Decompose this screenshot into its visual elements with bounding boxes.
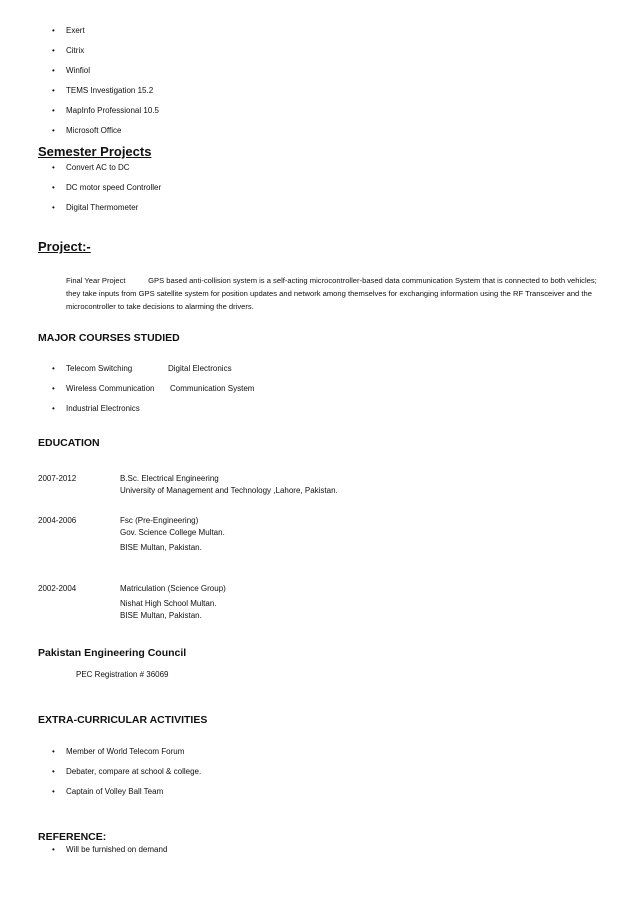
education-line: BISE Multan, Pakistan. (120, 611, 202, 620)
education-line: University of Management and Technology ,Lahore, Pakistan. (120, 486, 338, 495)
software-item: Winfiol (66, 66, 91, 75)
education-details (120, 473, 338, 497)
education-line: Fsc (Pre-Engineering) (120, 516, 199, 525)
education-line: Gov. Science College Multan. (120, 528, 225, 537)
bullet-icon: • (52, 26, 55, 35)
project-description (66, 274, 606, 313)
activity-item: Member of World Telecom Forum (66, 747, 185, 756)
software-item: Microsoft Office (66, 126, 122, 135)
course-left: Industrial Electronics (66, 404, 140, 413)
courses-heading: MAJOR COURSES STUDIED (38, 332, 180, 344)
reference-item: Will be furnished on demand (66, 845, 168, 854)
bullet-icon: • (52, 66, 55, 75)
bullet-icon: • (52, 767, 55, 776)
software-item: TEMS Investigation 15.2 (66, 86, 154, 95)
project-label: Final Year Project (66, 276, 126, 285)
software-item: MapInfo Professional 10.5 (66, 106, 159, 115)
bullet-icon: • (52, 183, 55, 192)
education-years: 2004-2006 (38, 516, 77, 525)
semester-project-item: Digital Thermometer (66, 203, 139, 212)
bullet-icon: • (52, 86, 55, 95)
course-left: Telecom Switching (66, 364, 133, 373)
reference-heading: REFERENCE: (38, 831, 107, 843)
pec-heading: Pakistan Engineering Council (38, 647, 187, 659)
bullet-icon: • (52, 787, 55, 796)
course-left: Wireless Communication (66, 384, 155, 393)
bullet-icon: • (52, 203, 55, 212)
software-item: Exert (66, 26, 85, 35)
bullet-icon: • (52, 163, 55, 172)
project-text-lead: GPS based anti-collision system is a self-acting microcontroller-based data communication System that is connected to both vehicles; (148, 276, 597, 285)
project-text-rest: they take inputs from GPS satellite system for position updates and network among themselves for exchanging information using the RF Transceiver and the microcontroller to take decisions to alarming the drivers. (66, 289, 592, 311)
education-years: 2007-2012 (38, 474, 77, 483)
bullet-icon: • (52, 845, 55, 854)
education-line: Matriculation (Science Group) (120, 584, 226, 593)
education-heading: EDUCATION (38, 437, 100, 449)
semester-project-item: Convert AC to DC (66, 163, 130, 172)
semester-project-item: DC motor speed Controller (66, 183, 162, 192)
education-line: B.Sc. Electrical Engineering (120, 474, 219, 483)
software-item: Citrix (66, 46, 85, 55)
education-details (120, 515, 225, 554)
bullet-icon: • (52, 106, 55, 115)
education-line: Nishat High School Multan. (120, 599, 217, 608)
education-details (120, 583, 226, 622)
course-right: Communication System (170, 384, 255, 393)
pec-registration: PEC Registration # 36069 (76, 670, 169, 679)
bullet-icon: • (52, 46, 55, 55)
activity-item: Debater, compare at school & college. (66, 767, 202, 776)
bullet-icon: • (52, 404, 55, 413)
course-right: Digital Electronics (168, 364, 232, 373)
education-line: BISE Multan, Pakistan. (120, 543, 202, 552)
bullet-icon: • (52, 126, 55, 135)
bullet-icon: • (52, 364, 55, 373)
extra-heading: EXTRA-CURRICULAR ACTIVITIES (38, 714, 208, 726)
education-years: 2002-2004 (38, 584, 77, 593)
project-heading: Project:- (38, 239, 91, 254)
activity-item: Captain of Volley Ball Team (66, 787, 164, 796)
semester-projects-heading: Semester Projects (38, 144, 152, 159)
bullet-icon: • (52, 747, 55, 756)
bullet-icon: • (52, 384, 55, 393)
